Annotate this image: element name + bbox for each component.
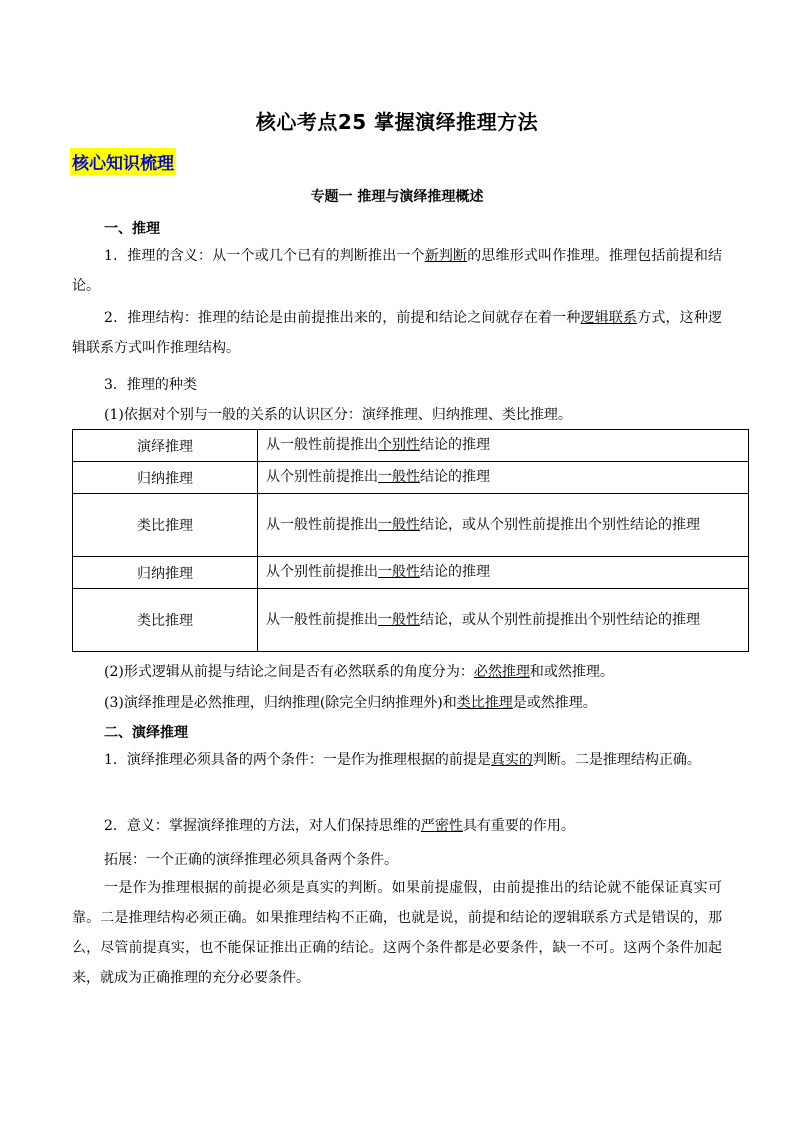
paragraph-extension-body: 一是作为推理根据的前提必须是真实的判断。如果前提虚假，由前提推出的结论就不能保证真实可靠。二是推理结构必须正确。如果推理结构不正确，也就是说，前提和结论的逻辑联系方式是错误的，那么，尽管前提真实，也不能保证推出正确的结论。这两个条件都是必要条件，缺一不可。这两个条件加起来，就成为正确推理的充分必要条件。 [72,880,722,986]
table-cell-desc: 从个别性前提推出一般性结论的推理 [258,462,749,494]
heading-reasoning: 一、推理 [104,221,160,237]
table-cell-name: 类比推理 [73,494,258,557]
topic-heading: 专题一 推理与演绎推理概述 [310,189,484,205]
page-title: 核心考点25 掌握演绎推理方法 [255,110,539,134]
reasoning-kinds-table [72,429,749,652]
table-cell-desc: 从一般性前提推出个别性结论的推理 [258,430,749,462]
table-row [73,494,749,557]
table-cell-name: 归纳推理 [73,462,258,494]
table-cell-name: 类比推理 [73,589,258,652]
table-cell-name: 归纳推理 [73,557,258,589]
paragraph-necessity: (2)形式逻辑从前提与结论之间是否有必然联系的角度分为：必然推理和或然推理。 [104,664,614,680]
paragraph-classification: (3)演绎推理是必然推理，归纳推理(除完全归纳推理外)和类比推理是或然推理。 [104,695,597,711]
paragraph-definition: 1．推理的含义：从一个或几个已有的判断推出一个新判断的思维形式叫作推理。推理包括前提和结论。 [72,248,723,294]
underlined-term: 必然推理 [473,664,530,680]
table-row [73,462,749,494]
paragraph-conditions: 1．演绎推理必须具备的两个条件：一是作为推理根据的前提是真实的判断。二是推理结构正确。 [104,752,701,768]
table-cell-desc: 从个别性前提推出一般性结论的推理 [258,557,749,589]
underlined-term: 逻辑联系 [580,310,638,326]
table-row [73,557,749,589]
underlined-term: 真实的 [490,752,533,768]
paragraph-structure: 2．推理结构：推理的结论是由前提推出来的，前提和结论之间就存在着一种逻辑联系方式，这种逻辑联系方式叫作推理结构。 [72,310,723,356]
heading-deduction: 二、演绎推理 [104,725,188,741]
table-cell-name: 演绎推理 [73,430,258,462]
table-cell-desc: 从一般性前提推出一般性结论，或从个别性前提推出个别性结论的推理 [258,589,749,652]
paragraph-extension: 拓展：一个正确的演绎推理必须具备两个条件。 [104,852,398,868]
paragraph-kinds: 3．推理的种类 [104,377,197,393]
table-row [73,589,749,652]
table-row [73,430,749,462]
table-cell-desc: 从一般性前提推出一般性结论，或从个别性前提推出个别性结论的推理 [258,494,749,557]
underlined-term: 严密性 [420,818,463,834]
underlined-term: 新判断 [424,248,468,264]
paragraph-kinds-1: (1)依据对个别与一般的关系的认识区分：演绎推理、归纳推理、类比推理。 [104,407,572,423]
underlined-term: 类比推理 [456,695,513,711]
paragraph-significance: 2．意义：掌握演绎推理的方法，对人们保持思维的严密性具有重要的作用。 [104,818,575,834]
section-badge: 核心知识梳理 [70,148,176,175]
